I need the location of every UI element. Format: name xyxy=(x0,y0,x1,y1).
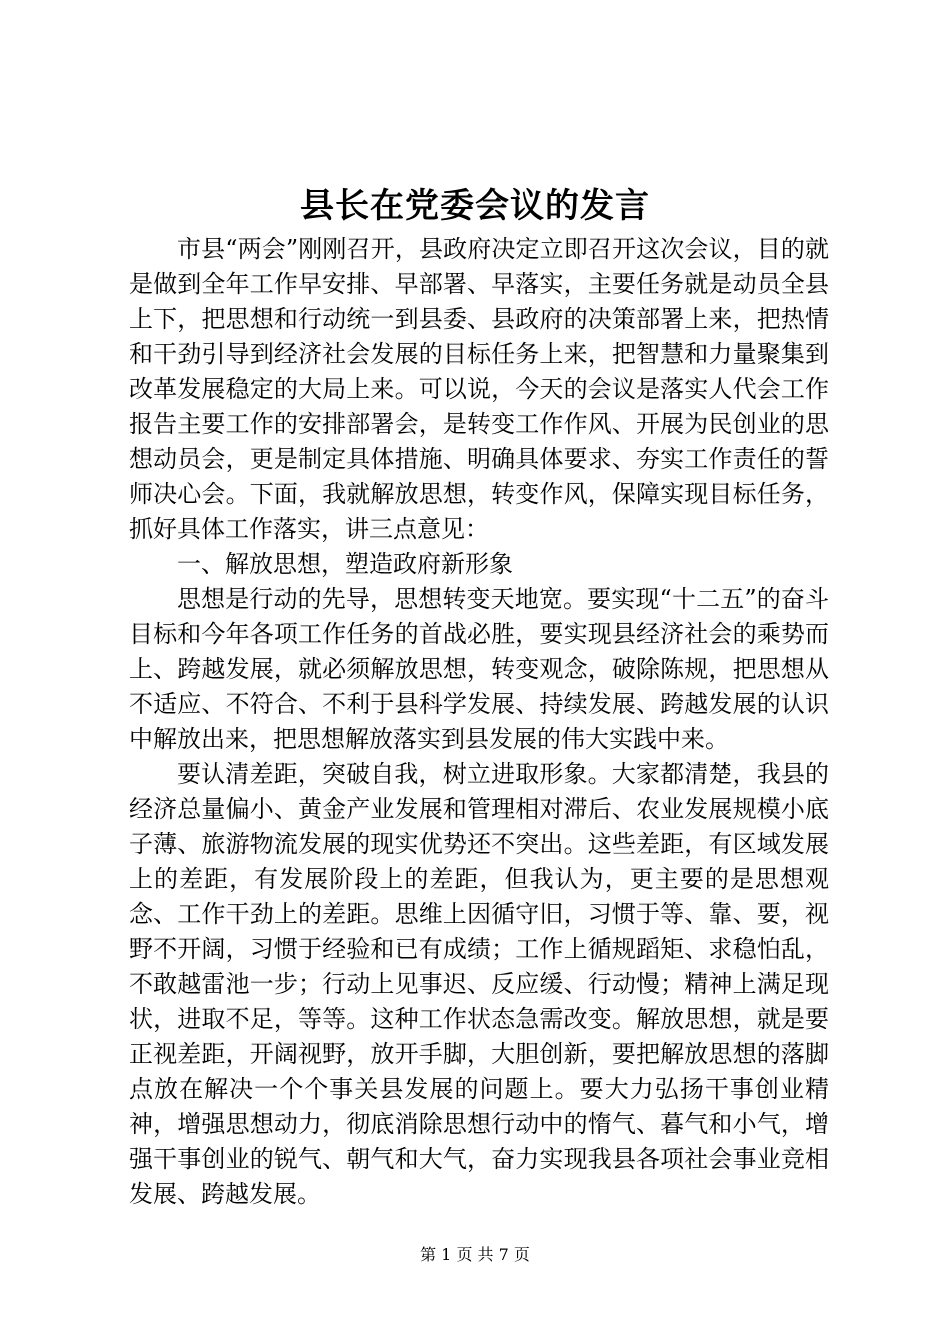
section-heading-1: 一、解放思想，塑造政府新形象 xyxy=(177,550,513,578)
paragraph-intro: 市县“两会”刚刚召开，县政府决定立即召开这次会议，目的就是做到全年工作早安排、早部署、早落实，主要任务就是动员全县上下，把思想和行动统一到县委、县政府的决策部署上来，把热情和干劲引导到经济社会发展的目标任务上来，把智慧和力量聚集到改革发展稳定的大局上来。可以说，今天的会议是落实人代会工作报告主要工作的安排部署会，是转变工作作风、开展为民创业的思想动员会，更是制定具体措施、明确具体要求、夯实工作责任的誓师决心会。下面，我就解放思想，转变作风，保障实现目标任务，抓好具体工作落实，讲三点意见： xyxy=(129,235,829,543)
paragraph-thought: 思想是行动的先导，思想转变天地宽。要实现“十二五”的奋斗目标和今年各项工作任务的首战必胜，要实现县经济社会的乘势而上、跨越发展，就必须解放思想，转变观念，破除陈规，把思想从不适应、不符合、不利于县科学发展、持续发展、跨越发展的认识中解放出来，把思想解放落实到县发展的伟大实践中来。 xyxy=(129,585,829,753)
document-body xyxy=(129,232,829,1212)
document-title: 县长在党委会议的发言 xyxy=(300,186,650,226)
page-number-footer: 第 1 页 共 7 页 xyxy=(420,1245,530,1264)
paragraph-gap: 要认清差距，突破自我，树立进取形象。大家都清楚，我县的经济总量偏小、黄金产业发展和管理相对滞后、农业发展规模小底子薄、旅游物流发展的现实优势还不突出。这些差距，有区域发展上的差距，有发展阶段上的差距，但我认为，更主要的是思想观念、工作干劲上的差距。思维上因循守旧，习惯于等、靠、要，视野不开阔，习惯于经验和已有成绩；工作上循规蹈矩、求稳怕乱，不敢越雷池一步；行动上见事迟、反应缓、行动慢；精神上满足现状，进取不足，等等。这种工作状态急需改变。解放思想，就是要正视差距，开阔视野，放开手脚，大胆创新，要把解放思想的落脚点放在解决一个个事关县发展的问题上。要大力弘扬干事创业精神，增强思想动力，彻底消除思想行动中的惰气、暮气和小气，增强干事创业的锐气、朝气和大气，奋力实现我县各项社会事业竞相发展、跨越发展。 xyxy=(129,760,829,1208)
